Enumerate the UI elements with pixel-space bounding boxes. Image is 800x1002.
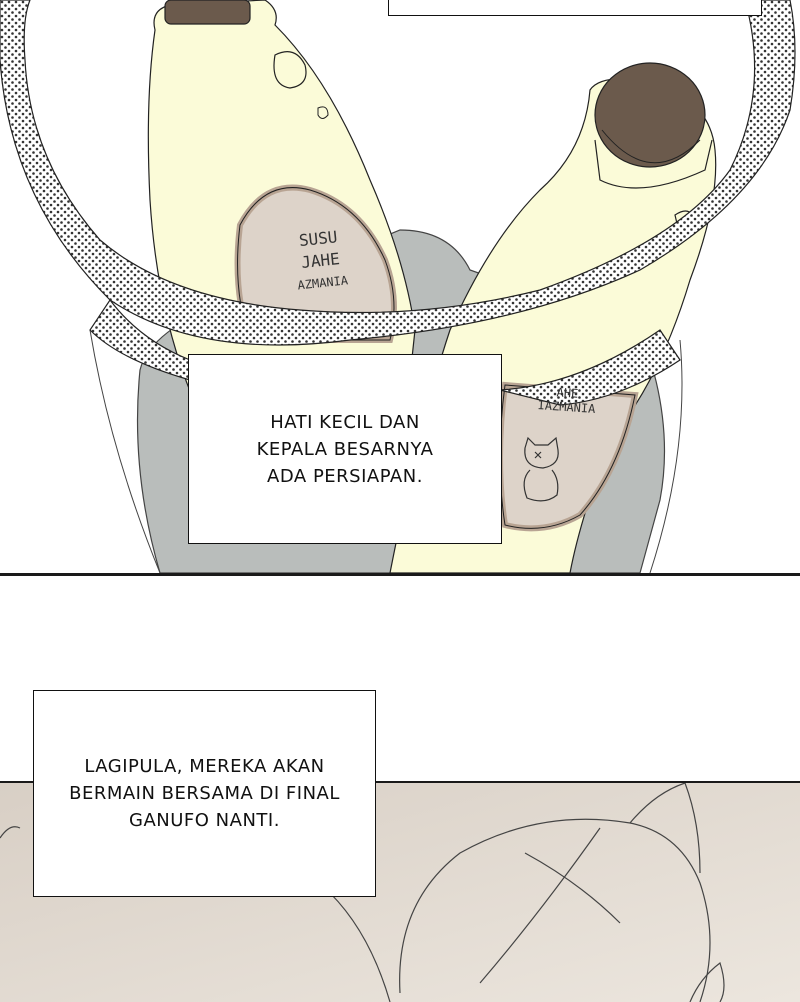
caption-box [188, 354, 502, 544]
label-word-susu: SUSU [297, 227, 339, 251]
caption-box [33, 690, 376, 897]
caption-line: LAGIPULA, MEREKA AKAN [84, 756, 325, 777]
caption-line: BERMAIN BERSAMA DI FINAL [69, 783, 340, 804]
caption-line: GANUFO NANTI. [129, 810, 280, 831]
label-word-ahe: AHE [556, 385, 579, 401]
label-word-azmania: AZMANIA [296, 273, 349, 293]
right-bottle-cap [595, 63, 705, 167]
caption-line: ADA PERSIAPAN. [267, 465, 423, 487]
left-bottle-label-text [255, 222, 386, 301]
caption-line: KEPALA BESARNYA [256, 438, 434, 460]
previous-caption-box-edge [388, 0, 762, 16]
left-bottle-cap [165, 0, 250, 24]
caption-line: HATI KECIL DAN [270, 411, 420, 433]
label-word-iazmania: IAZMANIA [537, 397, 596, 416]
label-word-jahe: JAHE [300, 249, 341, 272]
